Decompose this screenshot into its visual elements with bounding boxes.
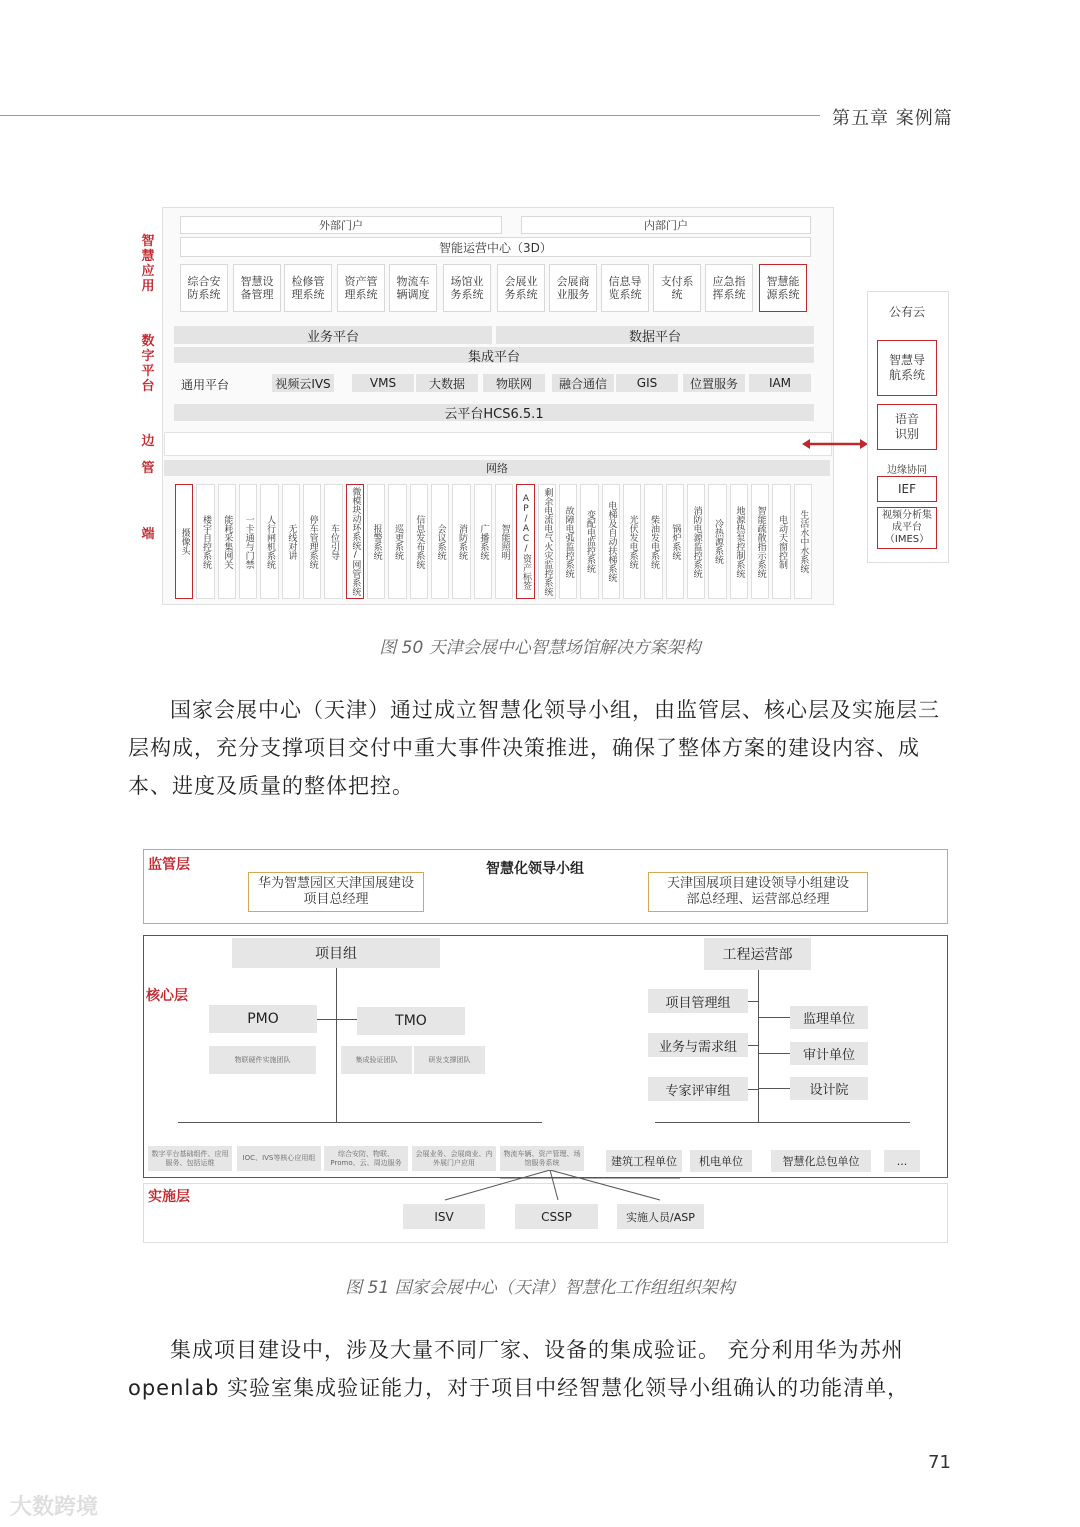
label-edge: 边 xyxy=(141,434,155,449)
right-unit-4: ... xyxy=(884,1150,920,1172)
tmo-sub-team-1: 集成验证团队 xyxy=(341,1046,412,1074)
device-24: 锅炉系统 xyxy=(666,484,684,599)
app-10: 支付系统 xyxy=(653,264,701,312)
device-13: 会议系统 xyxy=(431,484,449,599)
cloud-platform: 云平台HCS6.5.1 xyxy=(174,404,814,421)
app-11: 应急指挥系统 xyxy=(705,264,753,312)
device-3: 能耗采集网关 xyxy=(218,484,236,599)
connector xyxy=(336,968,337,1122)
design-institute: 设计院 xyxy=(790,1077,868,1100)
tmo-sub-team-2: 研发支撑团队 xyxy=(414,1046,485,1074)
app-3: 检修管理系统 xyxy=(284,264,332,312)
figure-50-caption: 图 50 天津会展中心智慧场馆解决方案架构 xyxy=(379,638,701,658)
biz-platform: 业务平台 xyxy=(174,326,492,344)
device-2: 楼宇自控系统 xyxy=(196,484,214,599)
common-item-3: 大数据 xyxy=(416,374,478,392)
device-22: 光伏发电系统 xyxy=(623,484,641,599)
connector xyxy=(748,1045,758,1046)
common-item-2: VMS xyxy=(352,374,414,392)
huawei-pm-box: 华为智慧园区天津国展建设项目总经理 xyxy=(248,872,424,912)
paragraph-1: 国家会展中心（天津）通过成立智慧化领导小组，由监管层、核心层及实施层三层构成，充分支撑项目交付中重大事件决策推进，确保了整体方案的建设内容、成本、进度及质量的整体把控。 xyxy=(128,698,940,798)
integration-platform: 集成平台 xyxy=(174,347,814,363)
app-7: 会展业务系统 xyxy=(497,264,545,312)
common-item-5: 融合通信 xyxy=(552,374,614,392)
device-19: 故障电弧监控系统 xyxy=(559,484,577,599)
network-bar: 网络 xyxy=(164,460,830,476)
ief-box: IEF xyxy=(877,476,937,502)
device-11: 巡更系统 xyxy=(388,484,406,599)
pmo-box: PMO xyxy=(209,1005,317,1033)
label-core: 核心层 xyxy=(146,988,188,1004)
internal-portal: 内部门户 xyxy=(521,216,811,234)
data-platform: 数据平台 xyxy=(496,326,814,344)
connector xyxy=(748,1089,758,1090)
audit-unit: 审计单位 xyxy=(790,1042,868,1065)
smart-nav-system: 智慧导航系统 xyxy=(877,340,937,396)
connector xyxy=(758,1088,790,1089)
tmo-box: TMO xyxy=(357,1007,465,1035)
external-portal: 外部门户 xyxy=(180,216,502,234)
app-1: 综合安防系统 xyxy=(180,264,228,312)
label-digital-platform: 数字平台 xyxy=(141,334,155,394)
leader-group-title: 智慧化领导小组 xyxy=(486,861,584,877)
device-21: 电梯及自动扶梯系统 xyxy=(602,484,620,599)
connector xyxy=(655,1122,910,1123)
connector xyxy=(178,1122,542,1123)
right-unit-2: 机电单位 xyxy=(690,1150,752,1172)
common-item-8: IAM xyxy=(749,374,811,392)
left-unit-2: IOC、IVS等核心应用组 xyxy=(237,1146,321,1171)
device-17: AP/AC/资产标签 xyxy=(516,484,534,599)
connector xyxy=(758,1053,790,1054)
app-4: 资产管理系统 xyxy=(337,264,385,312)
supervisor-unit: 监理单位 xyxy=(790,1006,868,1029)
project-group: 项目组 xyxy=(232,938,440,968)
eng-ops-dept: 工程运营部 xyxy=(704,938,811,970)
chapter-title: 第五章 案例篇 xyxy=(832,108,953,129)
device-20: 变配电监控系统 xyxy=(580,484,598,599)
device-25: 消防电源监控系统 xyxy=(687,484,705,599)
voice-recognition: 语音识别 xyxy=(877,404,937,450)
app-6: 场馆业务系统 xyxy=(443,264,491,312)
common-platform-label: 通用平台 xyxy=(181,378,230,392)
device-26: 冷热源系统 xyxy=(708,484,726,599)
app-9: 信息导览系统 xyxy=(601,264,649,312)
double-arrow-icon xyxy=(802,437,868,451)
label-implement: 实施层 xyxy=(148,1189,190,1205)
app-8: 会展商业服务 xyxy=(549,264,597,312)
label-pipe: 管 xyxy=(141,461,155,476)
pm-group: 项目管理组 xyxy=(648,989,748,1013)
header-rule xyxy=(0,115,820,116)
tj-leader-box: 天津国展项目建设领导小组建设部总经理、运营部总经理 xyxy=(648,872,868,912)
device-9: 微模块动环系统/网管系统 xyxy=(346,484,364,599)
device-7: 停车管理系统 xyxy=(303,484,321,599)
connector xyxy=(758,970,759,1122)
device-10: 报警系统 xyxy=(367,484,385,599)
device-5: 人行闸机系统 xyxy=(260,484,278,599)
imes-box: 视频分析集成平台（IMES） xyxy=(877,507,937,549)
app-12: 智慧能源系统 xyxy=(759,264,807,312)
device-12: 信息发布系统 xyxy=(410,484,428,599)
watermark: 大数跨境 xyxy=(10,1495,99,1520)
device-16: 智能照明 xyxy=(495,484,513,599)
left-unit-3: 综合安防、物联、Promo、云、周边服务 xyxy=(324,1146,408,1171)
connector xyxy=(317,1019,357,1020)
biz-group: 业务与需求组 xyxy=(648,1033,748,1057)
device-4: 一卡通与门禁 xyxy=(239,484,257,599)
label-supervise: 监管层 xyxy=(148,857,190,873)
public-cloud-title: 公有云 xyxy=(888,305,925,319)
common-item-4: 物联网 xyxy=(483,374,545,392)
common-item-7: 位置服务 xyxy=(683,374,745,392)
device-8: 车位引导 xyxy=(324,484,342,599)
device-23: 柴油发电系统 xyxy=(644,484,662,599)
app-5: 物流车辆调度 xyxy=(389,264,437,312)
impl-staff-asp: 实施人员/ASP xyxy=(617,1204,704,1229)
device-18: 剩余电流电气火灾监控系统 xyxy=(538,484,556,599)
common-item-1: 视频云IVS xyxy=(272,374,334,392)
connector xyxy=(758,1017,790,1018)
pmo-sub-team: 物联硬件实施团队 xyxy=(209,1046,316,1074)
connector xyxy=(748,1001,758,1002)
edge-collab-label: 边缘协同 xyxy=(887,465,927,476)
app-2: 智慧设备管理 xyxy=(233,264,281,312)
label-end: 端 xyxy=(141,527,155,542)
right-unit-1: 建筑工程单位 xyxy=(606,1150,682,1172)
expert-group: 专家评审组 xyxy=(648,1077,748,1101)
paragraph-2: 集成项目建设中，涉及大量不同厂家、设备的集成验证。 充分利用华为苏州openlab 实验室集成验证能力，对于项目中经智慧化领导小组确认的功能清单， xyxy=(128,1338,910,1400)
common-item-6: GIS xyxy=(616,374,678,392)
device-6: 无线对讲 xyxy=(282,484,300,599)
device-15: 广播系统 xyxy=(474,484,492,599)
ioc-3d: 智能运营中心（3D） xyxy=(180,237,811,257)
left-unit-4: 会展业务、会展商业、内外展门户应用 xyxy=(412,1146,496,1171)
impl-isv: ISV xyxy=(403,1204,485,1229)
device-28: 智能疏散指示系统 xyxy=(751,484,769,599)
impl-cssp: CSSP xyxy=(515,1204,598,1229)
page-number: 71 xyxy=(928,1452,951,1473)
device-14: 消防系统 xyxy=(452,484,470,599)
label-smart-app: 智慧应用 xyxy=(141,234,155,294)
device-29: 电动天窗控制 xyxy=(772,484,790,599)
device-27: 地源热泵控制系统 xyxy=(730,484,748,599)
device-30: 生活水中水系统 xyxy=(794,484,812,599)
left-unit-1: 数字平台基础组件、应用服务、包括运维 xyxy=(148,1146,232,1171)
left-unit-5: 物流车辆、资产管理、场馆服务系统 xyxy=(500,1146,584,1171)
device-1: 摄像头 xyxy=(175,484,193,599)
edge-band xyxy=(164,432,832,456)
right-unit-3: 智慧化总包单位 xyxy=(771,1150,871,1172)
figure-51-caption: 图 51 国家会展中心（天津）智慧化工作组组织架构 xyxy=(345,1278,735,1298)
